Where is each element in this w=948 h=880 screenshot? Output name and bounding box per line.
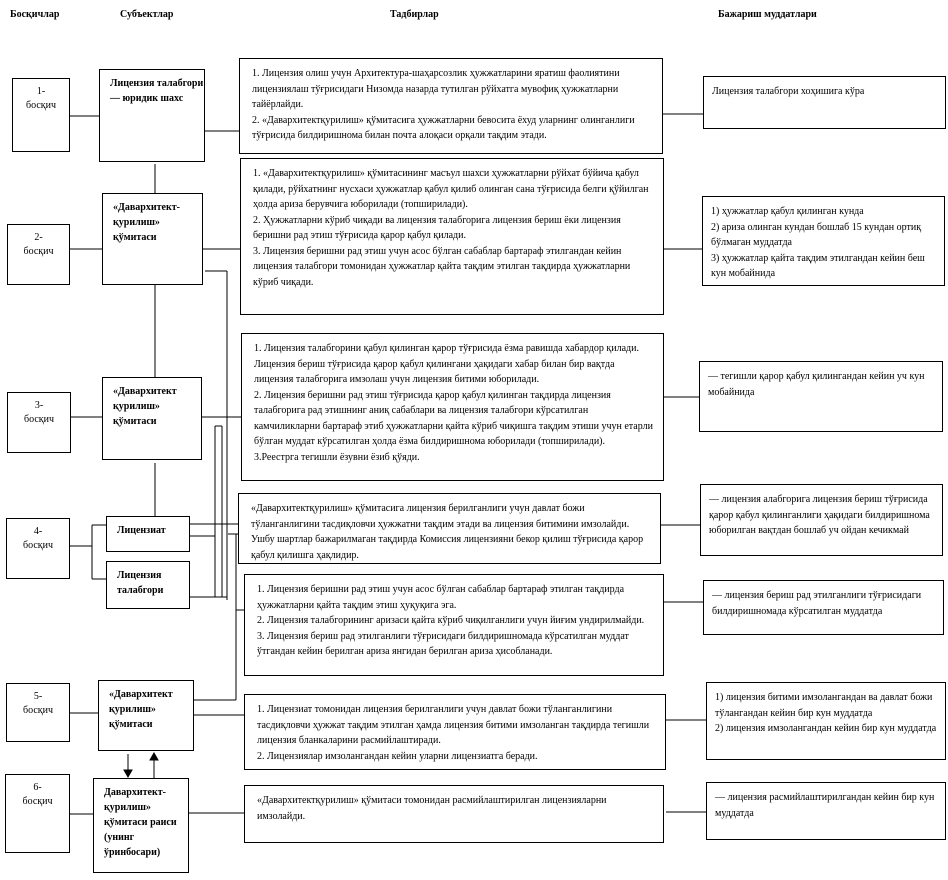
- subject-committee-5: «Даварxитект қурилиш» қўмитаси: [98, 680, 194, 751]
- action-1: 1. Лицензия олиш учун Архитектура-шаҳарсозлик ҳужжатларини яратиш фаолиятини лицензиялаш тўғрисидаги Низомда назарда тутилган рўйхатга мувофиқ ҳужжатларни тайёрлайди. 2. «Даварxитектқурилиш» қўмитасига ҳужжатларни бевосита ёхуд уларнинг олинганлиги тўғрисида билдиришнома билан почта алоқаси орқали тақдим этади.: [239, 58, 663, 154]
- subject-licensee: Лицензиат: [106, 516, 190, 552]
- step-3: 3- босқич: [7, 392, 71, 453]
- header-actions: Тадбирлар: [390, 9, 439, 20]
- step-5: 5- босқич: [6, 683, 70, 742]
- header-subjects: Субъектлар: [120, 9, 174, 20]
- deadline-1: Лицензия талабгори хоҳишига кўра: [703, 76, 946, 129]
- subject-committee-2: «Даварxитект-қурилиш» қўмитаси: [102, 193, 203, 285]
- action-5: 1. Лицензия беришни рад этиш учун асос бўлган сабаблар бартараф этилган тақдирда ҳужжатларни қайта тақдим этиш ҳуқуқига эга. 2. Лицензия талабгорининг аризаси қайта кўриб чиқилганлиги учун йиғим ундирилмайди. 3. Лицензия бериш рад этилганлиги тўғрисидаги билдиришномада кўрсатилган муддат ўтгандан кейин берилган ариза янгидан берилган ариза ҳисобланади.: [244, 574, 664, 676]
- step-4: 4- босқич: [6, 518, 70, 579]
- deadline-4: — лицензия алабгорига лицензия бериш тўғрисида қарор қабул қилинганлиги ҳақидаги билдиришнома юборилган вақтдан бошлаб уч ойдан кечикмай: [700, 484, 943, 556]
- subject-applicant: Лицензия талабгори: [106, 561, 190, 609]
- deadline-6: 1) лицензия битими имзолангандан ва давлат божи тўлангандан кейин бир кун муддатда 2) лицензия имзолангандан кейин бир кун муддатда: [706, 682, 946, 760]
- step-6: 6- босқич: [5, 774, 70, 853]
- action-4: «Даварxитектқурилиш» қўмитасига лицензия берилганлиги учун давлат божи тўланганлигини тасдиқловчи ҳужжатни тақдим этади ва лицензия битимини имзолайди. Ушбу шартлар бажарилмаган тақдирда Комиссия лицензияни бекор қилиш тўғрисида қарор қабул қилишга ҳақлидир.: [238, 493, 661, 564]
- action-6: 1. Лицензиат томонидан лицензия берилганлиги учун давлат божи тўланганлигини тасдиқловчи ҳужжат тақдим этилган ҳамда лицензия битими имзоланган тақдирда тегишли лицензия бланкаларини расмийлаштиради. 2. Лицензиялар имзолангандан кейин уларни лицензиатга беради.: [244, 694, 666, 770]
- subject-applicant-legal-entity: Лицензия талабгори — юридик шахс: [99, 69, 205, 162]
- header-steps: Босқичлар: [10, 9, 60, 20]
- deadline-2: 1) ҳужжатлар қабул қилинган кунда 2) ариза олинган кундан бошлаб 15 кундан ортиқ бўлмаган муддатда 3) ҳужжатлар қайта тақдим этилгандан кейин беш кун мобайнида: [702, 196, 945, 286]
- deadline-3: — тегишли қарор қабул қилингандан кейин уч кун мобайнида: [699, 361, 943, 432]
- action-3: 1. Лицензия талабгорини қабул қилинган қарор тўғрисида ёзма равишда хабардор қилади. Лицензия бериш тўғрисида қарор қабул қилингани ҳақидаги хабар билан бир вақтда лицензия талабгорига имзолаш учун лицензия битими юборилади. 2. Лицензия беришни рад этиш тўғрисида қарор қабул қилинган тақдирда лицензия талабгорига рад этишнинг аниқ сабаблари ва лицензия талабгори кўрсатилган камчиликларни бартараф этиб ҳужжатларни қайта кўриб чиқишга тақдим этиши учун етарли бўлган муддат кўрсатилган ҳолда ёзма билдиришнома юборилади (топширилади). 3.Реестрга тегишли ёзувни ёзиб қўяди.: [241, 333, 664, 481]
- subject-committee-chairman: Даварxитект-қурилиш» қўмитаси раиси (унинг ўринбосари): [93, 778, 189, 873]
- deadline-7: — лицензия расмийлаштирилгандан кейин бир кун муддатда: [706, 782, 946, 840]
- subject-committee-3: «Даварxитект қурилиш» қўмитаси: [102, 377, 202, 460]
- action-7: «Даварxитектқурилиш» қўмитаси томонидан расмийлаштирилган лицензияларни имзолайди.: [244, 785, 664, 843]
- step-2: 2- босқич: [7, 224, 70, 285]
- action-2: 1. «Даварxитектқурилиш» қўмитасининг масъул шахси ҳужжатларни рўйхат бўйича қабул қилади, рўйхатнинг нусхаси ҳужжатлар қабул қилиб олинган сана тўғрисида белги қўйилган ҳолда ариза берувчига юборилади (топширилади). 2. Ҳужжатларни кўриб чиқади ва лицензия талабгорига лицензия бериш ёки лицензия беришни рад этиш тўғрисида қарор қабул қилади. 3. Лицензия беришни рад этиш учун асос бўлган сабаблар бартараф этилгандан кейин лицензия талабгори томонидан ҳужжатлар қайта тақдим этилган тақдирда ҳужжатларни кўриб чиқади.: [240, 158, 664, 315]
- header-deadlines: Бажариш муддатлари: [718, 9, 817, 20]
- step-1: 1- босқич: [12, 78, 70, 152]
- deadline-5: — лицензия бериш рад этилганлиги тўғрисидаги билдиришномада кўрсатилган муддатда: [703, 580, 944, 635]
